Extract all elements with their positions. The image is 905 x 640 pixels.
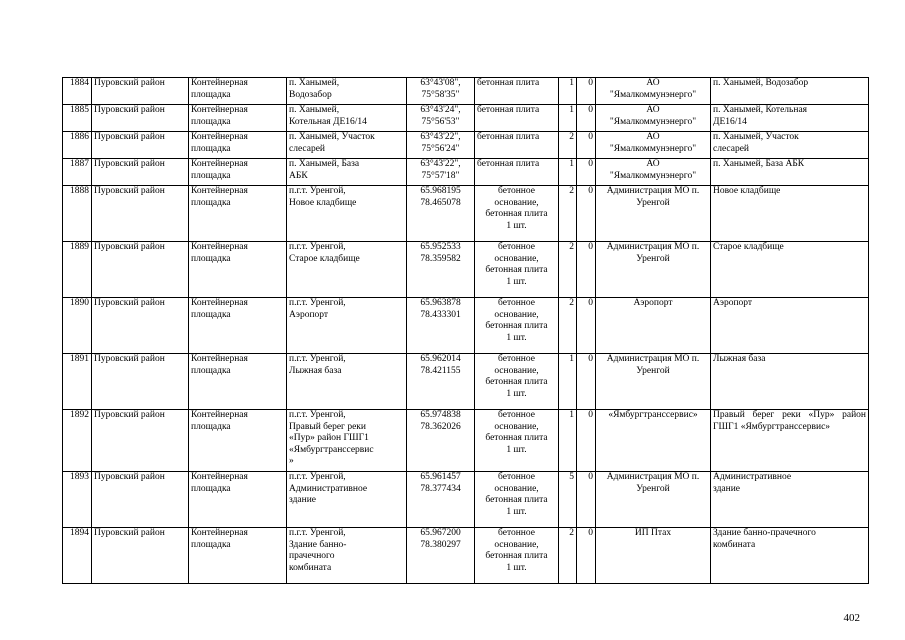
coordinates-cell [407,105,475,132]
source-place-cell [711,78,869,105]
coordinates-cell [407,298,475,354]
coordinates-line: 75°57'18" [421,170,460,181]
container-count-cell: 2 [559,298,577,354]
source-place-cell [711,528,869,584]
district-cell: Пуровский район [92,354,189,410]
row-number-cell: 1887 [63,159,92,186]
base-line: бетонная плита [477,159,540,169]
base-line: бетонное [498,410,535,420]
coordinates-cell [407,186,475,242]
table-row [63,105,869,132]
owner-line: Уренгой [636,197,670,208]
address-line: Аэропорт [289,309,329,320]
container-count-cell: 2 [559,528,577,584]
row-number-cell: 1894 [63,528,92,584]
source-place-cell [711,242,869,298]
site-type-cell [189,78,287,105]
base-line: бетонная плита [477,78,540,88]
coordinates-line: 65.962014 [420,354,461,364]
coordinates-line: 63°43'22", [420,132,461,142]
owner-line: АО [646,78,660,88]
coordinates-line: 63°43'22", [420,159,461,169]
coordinates-cell [407,354,475,410]
container-volume-cell: 0 [577,298,596,354]
address-line: прачечного [289,551,335,561]
address-line: «Пур» район ГШГ1 [289,433,369,443]
table-row [63,528,869,584]
owner-line: Администрация МО п. [606,242,700,252]
address-line: Старое кладбище [289,253,360,264]
owner-line: Администрация МО п. [606,354,700,364]
address-cell [287,159,407,186]
site-type-line: Контейнерная [191,472,248,482]
base-line: бетонное [498,186,535,196]
container-count-cell: 1 [559,105,577,132]
container-count-cell: 1 [559,354,577,410]
base-cell [475,186,559,242]
source-place-cell [711,354,869,410]
container-count-cell: 2 [559,242,577,298]
coordinates-cell [407,528,475,584]
base-line: бетонное [498,472,535,482]
address-cell [287,242,407,298]
source-place-cell [711,298,869,354]
owner-cell [596,159,711,186]
address-line: комбината [289,562,332,573]
container-volume-cell: 0 [577,410,596,472]
owner-cell [596,242,711,298]
site-type-line: Контейнерная [191,159,248,169]
address-line: Водозабор [289,89,332,100]
base-line: бетонное [498,354,535,364]
source-place-line: Аэропорт [713,298,753,308]
source-place-line: п. Ханымей, Котельная [713,105,808,115]
site-type-cell [189,242,287,298]
table-body [63,78,869,584]
table-row [63,354,869,410]
base-line: основание, [494,421,539,432]
site-type-line: Контейнерная [191,105,248,115]
base-line: основание, [494,483,539,494]
base-line: бетонная плита [485,551,548,561]
base-line: бетонная плита [485,377,548,387]
site-type-line: площадка [191,197,231,208]
coordinates-cell [407,242,475,298]
coordinates-line: 63°43'24", [420,105,461,115]
site-type-line: Контейнерная [191,354,248,364]
district-cell: Пуровский район [92,298,189,354]
site-type-line: Контейнерная [191,78,248,88]
coordinates-cell [407,410,475,472]
owner-line: Администрация МО п. [606,186,700,196]
table-row [63,78,869,105]
container-volume-cell: 0 [577,354,596,410]
site-type-cell [189,186,287,242]
site-type-cell [189,105,287,132]
table-row [63,410,869,472]
base-line: бетонная плита [477,105,540,115]
source-place-line: Лыжная база [713,354,766,364]
coordinates-line: 78.465078 [420,197,461,208]
address-cell [287,354,407,410]
address-cell [287,472,407,528]
coordinates-line: 78.421155 [420,365,461,376]
owner-line: "Ямалкоммунэнерго" [609,170,697,181]
base-line: основание, [494,365,539,376]
base-line: основание, [494,539,539,550]
address-line: п.г.т. Уренгой, [289,410,346,420]
coordinates-line: 65.967200 [420,528,461,538]
base-line: бетонная плита [485,265,548,275]
base-line: бетонная плита [485,321,548,331]
container-count-cell: 2 [559,186,577,242]
base-line: 1 шт. [506,332,527,343]
source-place-cell [711,186,869,242]
coordinates-cell [407,132,475,159]
coordinates-line: 63°43'08", [420,78,461,88]
row-number-cell: 1885 [63,105,92,132]
coordinates-line: 75°56'53" [421,116,460,127]
coordinates-cell [407,78,475,105]
base-line: основание, [494,253,539,264]
row-number-cell: 1886 [63,132,92,159]
coordinates-cell [407,159,475,186]
address-line: п.г.т. Уренгой, [289,298,346,308]
address-line: Здание банно- [289,539,347,550]
coordinates-line: 65.952533 [420,242,461,252]
site-type-cell [189,132,287,159]
address-line: АБК [289,170,308,181]
source-place-line: ДЕ16/14 [713,116,747,127]
owner-cell [596,528,711,584]
source-place-line: здание [713,483,741,494]
coordinates-line: 65.968195 [420,186,461,196]
site-type-line: площадка [191,116,231,127]
district-cell: Пуровский район [92,186,189,242]
table-row [63,242,869,298]
base-line: бетонное [498,242,535,252]
row-number-cell: 1889 [63,242,92,298]
base-line: 1 шт. [506,562,527,573]
container-count-cell: 1 [559,159,577,186]
source-place-line: Старое кладбище [713,242,784,252]
source-place-line: Административное [713,472,792,482]
owner-line: "Ямалкоммунэнерго" [609,89,697,100]
owner-line: ИП Птах [634,528,672,538]
coordinates-line: 78.377434 [420,483,461,494]
address-line: п.г.т. Уренгой, [289,242,346,252]
address-line: » [289,456,294,466]
container-count-cell: 5 [559,472,577,528]
address-cell [287,186,407,242]
source-place-line: п. Ханымей, База АБК [713,159,805,169]
site-type-cell [189,410,287,472]
table-row [63,159,869,186]
row-number-cell: 1890 [63,298,92,354]
source-place-cell [711,132,869,159]
owner-line: Администрация МО п. [606,472,700,482]
base-line: бетонное [498,298,535,308]
site-type-line: Контейнерная [191,242,248,252]
address-line: слесарей [289,143,326,154]
address-cell [287,132,407,159]
container-volume-cell: 0 [577,159,596,186]
address-line: п.г.т. Уренгой, [289,354,346,364]
base-line: бетонное [498,528,535,538]
address-line: п. Ханымей, Участок [289,132,375,142]
district-cell: Пуровский район [92,472,189,528]
table-row [63,472,869,528]
site-type-line: площадка [191,365,231,376]
address-line: Административное [289,483,368,494]
base-cell [475,132,559,159]
coordinates-cell [407,472,475,528]
site-type-cell [189,528,287,584]
owner-cell [596,186,711,242]
coordinates-line: 78.362026 [420,421,461,432]
district-cell: Пуровский район [92,78,189,105]
address-cell [287,298,407,354]
container-volume-cell: 0 [577,242,596,298]
coordinates-line: 65.974838 [420,410,461,420]
owner-cell [596,472,711,528]
base-line: бетонная плита [485,495,548,505]
district-cell: Пуровский район [92,242,189,298]
waste-sites-table [62,77,869,584]
table-row [63,186,869,242]
coordinates-line: 65.961457 [420,472,461,482]
source-place-line: п. Ханымей, Участок [713,132,799,142]
base-cell [475,105,559,132]
container-volume-cell: 0 [577,105,596,132]
coordinates-line: 78.380297 [420,539,461,550]
page-number: 402 [843,612,860,624]
base-line: бетонная плита [485,209,548,219]
address-cell [287,528,407,584]
container-volume-cell: 0 [577,472,596,528]
container-volume-cell: 0 [577,186,596,242]
site-type-line: площадка [191,483,231,494]
district-cell: Пуровский район [92,132,189,159]
source-place-line: слесарей [713,143,750,154]
site-type-line: площадка [191,539,231,550]
container-volume-cell: 0 [577,78,596,105]
owner-cell [596,105,711,132]
owner-line: Уренгой [636,483,670,494]
address-line: п.г.т. Уренгой, [289,186,346,196]
source-place-cell [711,472,869,528]
site-type-cell [189,298,287,354]
address-line: «Ямбургтранссервис [289,444,374,455]
base-line: 1 шт. [506,506,527,517]
owner-line: АО [646,159,660,169]
owner-line: АО [646,132,660,142]
owner-cell [596,298,711,354]
owner-line: «Ямбургтранссервис» [608,410,698,420]
base-cell [475,78,559,105]
source-place-cell [711,410,869,472]
container-count-cell: 1 [559,78,577,105]
address-line: Правый берег реки [289,421,366,432]
site-type-line: площадка [191,421,231,432]
address-line: п.г.т. Уренгой, [289,528,346,538]
base-cell [475,298,559,354]
address-line: п. Ханымей, [289,105,340,115]
site-type-line: Контейнерная [191,186,248,196]
site-type-cell [189,354,287,410]
owner-cell [596,132,711,159]
base-line: бетонная плита [477,132,540,142]
site-type-line: площадка [191,253,231,264]
address-line: Котельная ДЕ16/14 [289,116,367,127]
base-line: 1 шт. [506,388,527,399]
row-number-cell: 1892 [63,410,92,472]
source-place-line: Новое кладбище [713,186,781,196]
address-cell [287,105,407,132]
source-place-line: п. Ханымей, Водозабор [713,78,809,88]
owner-line: "Ямалкоммунэнерго" [609,143,697,154]
address-line: Лыжная база [289,365,342,376]
base-line: 1 шт. [506,220,527,231]
address-line: п.г.т. Уренгой, [289,472,346,482]
site-type-line: Контейнерная [191,298,248,308]
row-number-cell: 1893 [63,472,92,528]
base-line: 1 шт. [506,444,527,455]
source-place-line: Здание банно-прачечного [713,528,816,538]
container-count-cell: 1 [559,410,577,472]
owner-line: Уренгой [636,365,670,376]
address-line: п. Ханымей, База [289,159,360,169]
base-line: основание, [494,197,539,208]
district-cell: Пуровский район [92,105,189,132]
site-type-line: площадка [191,143,231,154]
site-type-cell [189,159,287,186]
container-count-cell: 2 [559,132,577,159]
coordinates-line: 75°58'35" [421,89,460,100]
site-type-line: Контейнерная [191,132,248,142]
owner-line: "Ямалкоммунэнерго" [609,116,697,127]
base-cell [475,354,559,410]
row-number-cell: 1884 [63,78,92,105]
site-type-line: Контейнерная [191,410,248,420]
source-place-line: Правый берег реки «Пур» район ГШГ1 «Ямбургтранссервис» [713,410,866,432]
owner-cell [596,78,711,105]
source-place-cell [711,105,869,132]
district-cell: Пуровский район [92,528,189,584]
owner-cell [596,410,711,472]
base-line: основание, [494,309,539,320]
district-cell: Пуровский район [92,159,189,186]
address-line: здание [289,495,317,505]
base-line: бетонная плита [485,433,548,443]
base-cell [475,242,559,298]
address-cell [287,410,407,472]
coordinates-line: 75°56'24" [421,143,460,154]
site-type-line: Контейнерная [191,528,248,538]
container-volume-cell: 0 [577,132,596,159]
coordinates-line: 78.359582 [420,253,461,264]
coordinates-line: 65.963878 [420,298,461,308]
site-type-line: площадка [191,89,231,100]
row-number-cell: 1891 [63,354,92,410]
source-place-line: комбината [713,539,756,550]
owner-line: АО [646,105,660,115]
owner-line: Уренгой [636,253,670,264]
address-line: Новое кладбище [289,197,357,208]
base-line: 1 шт. [506,276,527,287]
site-type-line: площадка [191,309,231,320]
coordinates-line: 78.433301 [420,309,461,320]
district-cell: Пуровский район [92,410,189,472]
source-place-cell [711,159,869,186]
address-cell [287,78,407,105]
row-number-cell: 1888 [63,186,92,242]
owner-cell [596,354,711,410]
address-line: п. Ханымей, [289,78,340,88]
base-cell [475,472,559,528]
owner-line: Аэропорт [633,298,673,308]
base-cell [475,528,559,584]
base-cell [475,410,559,472]
container-volume-cell: 0 [577,528,596,584]
base-cell [475,159,559,186]
site-type-line: площадка [191,170,231,181]
site-type-cell [189,472,287,528]
table-row [63,298,869,354]
table-row [63,132,869,159]
